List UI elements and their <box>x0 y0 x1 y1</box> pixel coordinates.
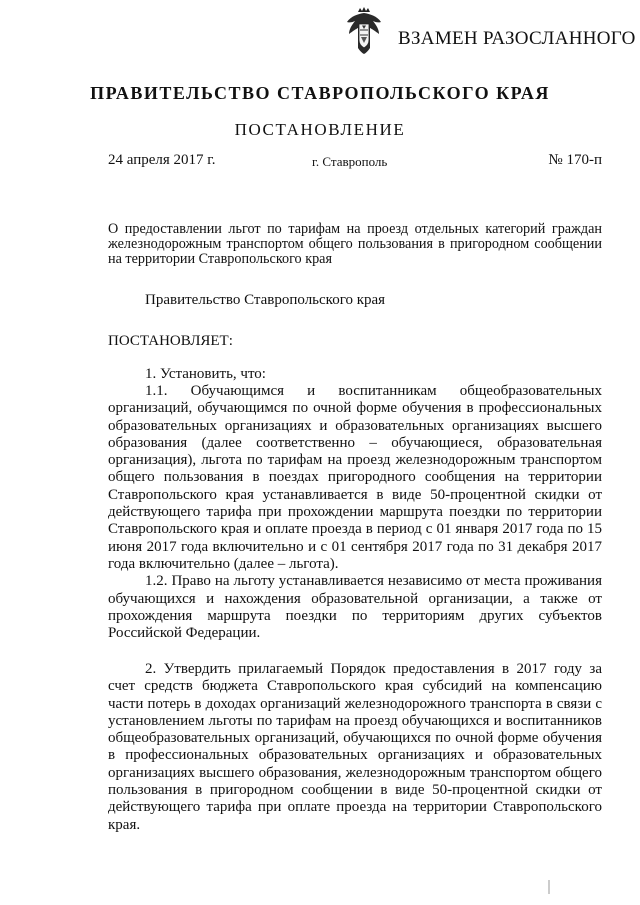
replacement-stamp: ВЗАМЕН РАЗОСЛАННОГО <box>398 28 636 49</box>
item-2-paragraph: 2. Утвердить прилагаемый Порядок предоставления в 2017 году за счет средств бюджета Ставропольского края субсидий на компенсацию части потерь в доходах организаций железнодорожного транспорта в связи с установлением льготы по тарифам на проезд обучающихся и воспитанников общеобразовательных организаций, обучающихся по очной форме обучения в профессиональных образовательных организациях и образовательных организациях высшего образования, железнодорожным транспортом общего пользования в пригородном сообщении в виде 50-процентной скидки от действующего тарифа при оплате проезда на территории Ставропольского края. <box>108 661 602 833</box>
item-1-1-paragraph: 1.1. Обучающимся и воспитанникам общеобразовательных организаций, обучающимся по очной форме обучения в профессиональных образовательных организациях и образовательных организациях высшего образования (далее соответственно – обучающиеся, образовательная организация), льгота по тарифам на проезд железнодорожным транспортом общего пользования в поездах пригородного сообщения на территории Ставропольского края устанавливается в виде 50-процентной скидки от действующего тарифа при прохождении маршрута поездки по территории Ставропольского края и оплате проезда в период с 01 января 2017 года по 15 июня 2017 года включительно и с 01 сентября 2017 года по 31 декабря 2017 года включительно (далее – льгота). <box>108 383 602 572</box>
items-1-block <box>108 383 602 642</box>
resolves-heading: ПОСТАНОВЛЯЕТ: <box>108 333 233 349</box>
item-1-heading: 1. Установить, что: <box>145 366 266 382</box>
coat-of-arms-icon <box>345 6 383 56</box>
document-city: г. Ставрополь <box>312 154 388 169</box>
document-number: № 170-п <box>548 152 602 168</box>
document-date: 24 апреля 2017 г. <box>108 152 216 168</box>
scan-mark <box>548 880 550 894</box>
issuing-authority: Правительство Ставропольского края <box>145 292 386 308</box>
item-1-2-paragraph: 1.2. Право на льготу устанавливается независимо от места проживания обучающихся и нахождения образовательной организации, а также от прохождения маршрута поездки по территориям других субъектов Российской Федерации. <box>108 573 602 642</box>
document-subject: О предоставлении льгот по тарифам на проезд отдельных категорий граждан железнодорожным транспортом общего пользования в пригородном сообщении на территории Ставропольского края <box>108 221 602 267</box>
document-kind: ПОСТАНОВЛЕНИЕ <box>234 120 406 139</box>
item-2-block <box>108 661 602 834</box>
government-title: ПРАВИТЕЛЬСТВО СТАВРОПОЛЬСКОГО КРАЯ <box>90 83 550 103</box>
